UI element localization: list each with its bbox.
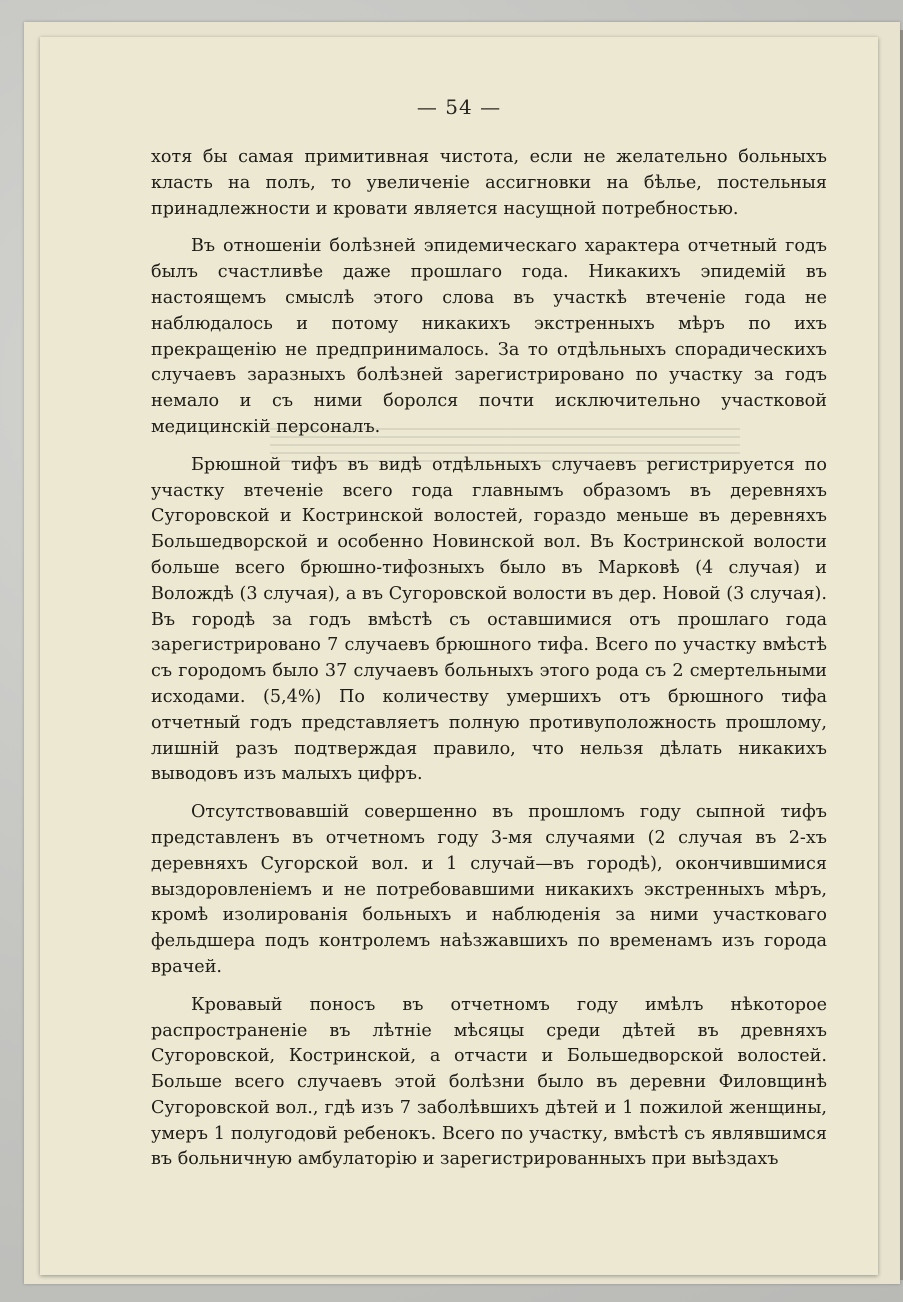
paragraph-5: Кровавый поносъ въ отчетномъ году имѣлъ нѣкоторое распространенiе въ лѣтнiе мѣсяцы среди дѣтей въ древняхъ Сугоровской, Костринской, а отчасти и Большедворской волостей. Больше всего случаевъ этой болѣзни было въ деревни Филовщинѣ Сугоровской вол., гдѣ изъ 7 заболѣвшихъ дѣтей и 1 пожилой женщины, умеръ 1 полугодовй ребенокъ. Всего по участку, вмѣстѣ съ являвшимся въ больничную амбулаторiю и зарегистрированныхъ при выѣздахъ xyxy=(151,994,827,1170)
paragraph-3: Брюшной тифъ въ видѣ отдѣльныхъ случаевъ регистрируется по участку втеченiе всего года главнымъ образомъ въ деревняхъ Сугоровской и Костринской волостей, гораздо меньше въ деревняхъ Большедворской и особенно Новинской вол. Въ Костринской волости больше всего брюшно-тифозныхъ было въ Марковѣ (4 случая) и Волождѣ (3 случая), а въ Сугоровской волости въ дер. Новой (3 случая). Въ городѣ за годъ вмѣстѣ съ оставшимися отъ прошлаго года зарегистрировано 7 случаевъ брюшного тифа. Всего по участку вмѣстѣ съ городомъ было 37 случаевъ больныхъ этого рода съ 2 смертельными исходами. (5,4%) По количеству умершихъ отъ брюшного тифа отчетный годъ представляетъ полную противуположность прошлому, лишнiй разъ подтверждая правило, что нельзя дѣлать никакихъ выводовъ изъ малыхъ цифръ. xyxy=(151,454,827,785)
paragraph-4: Отсутствовавшiй совершенно въ прошломъ году сыпной тифъ представленъ въ отчетномъ году 3-мя случаями (2 случая въ 2-хъ деревняхъ Сугорской вол. и 1 случай—въ городѣ), окончившимися выздоровленiемъ и не потребовавшими никакихъ экстренныхъ мѣръ, кромѣ изолированiя больныхъ и наблюденiя за ними участковаго фельдшера подъ контролемъ наѣзжавшихъ по временамъ изъ города врачей. xyxy=(151,802,827,977)
body-text xyxy=(151,145,827,1185)
page-number: — 54 — xyxy=(416,95,502,119)
paragraph-2: Въ отношенiи болѣзней эпидемическаго характера отчетный годъ былъ счастливѣе даже прошлаго года. Никакихъ эпидемiй въ настоящемъ смыслѣ этого слова въ участкѣ втеченiе года не наблюдалось и потому никакихъ экстренныхъ мѣръ по ихъ прекращенiю не предпринималось. За то отдѣльныхъ спорадическихъ случаевъ заразныхъ болѣзней зарегистрировано по участку за годъ немало и съ ними боролся почти исключительно участковой медицинскiй персоналъ. xyxy=(151,236,827,437)
document-page xyxy=(40,37,878,1275)
paragraph-1: хотя бы самая примитивная чистота, если не желательно больныхъ класть на полъ, то увеличенiе ассигновки на бѣлье, постельныя принадлежности и кровати является насущной потребностью. xyxy=(151,147,827,219)
